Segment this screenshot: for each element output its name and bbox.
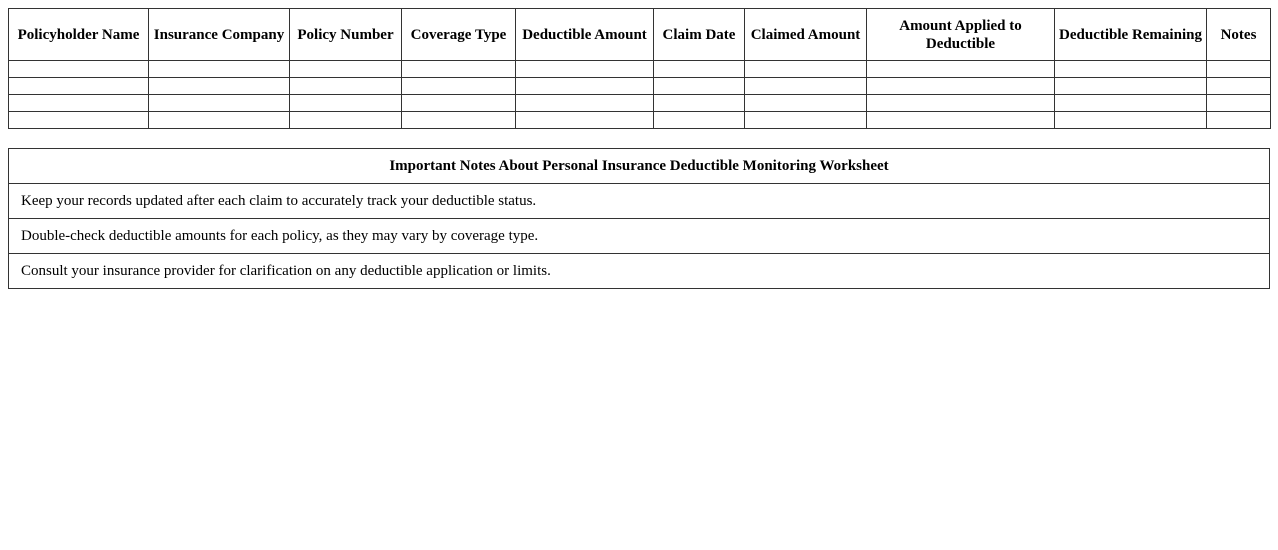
table-cell[interactable] xyxy=(745,112,867,129)
table-cell[interactable] xyxy=(9,112,149,129)
table-row xyxy=(9,61,1271,78)
table-cell[interactable] xyxy=(654,95,745,112)
column-header-amount-applied-to-deductible: Amount Applied to Deductible xyxy=(867,9,1055,61)
column-header-claim-date: Claim Date xyxy=(654,9,745,61)
notes-title-row xyxy=(9,149,1270,184)
note-item: Double-check deductible amounts for each policy, as they may vary by coverage type. xyxy=(9,219,1270,254)
column-header-deductible-remaining: Deductible Remaining xyxy=(1055,9,1207,61)
table-cell[interactable] xyxy=(1055,61,1207,78)
column-header-claimed-amount: Claimed Amount xyxy=(745,9,867,61)
table-cell[interactable] xyxy=(290,112,402,129)
column-header-insurance-company: Insurance Company xyxy=(149,9,290,61)
table-cell[interactable] xyxy=(149,61,290,78)
table-cell[interactable] xyxy=(516,78,654,95)
table-cell[interactable] xyxy=(149,78,290,95)
note-row xyxy=(9,184,1270,219)
important-notes-table xyxy=(8,148,1270,289)
table-cell[interactable] xyxy=(9,61,149,78)
table-cell[interactable] xyxy=(654,61,745,78)
table-cell[interactable] xyxy=(290,61,402,78)
column-header-policyholder-name: Policyholder Name xyxy=(9,9,149,61)
table-cell[interactable] xyxy=(867,95,1055,112)
table-cell[interactable] xyxy=(516,112,654,129)
column-header-deductible-amount: Deductible Amount xyxy=(516,9,654,61)
table-cell[interactable] xyxy=(1055,78,1207,95)
table-cell[interactable] xyxy=(745,78,867,95)
table-cell[interactable] xyxy=(654,112,745,129)
table-cell[interactable] xyxy=(290,78,402,95)
table-cell[interactable] xyxy=(9,78,149,95)
table-cell[interactable] xyxy=(149,95,290,112)
note-item: Keep your records updated after each claim to accurately track your deductible status. xyxy=(9,184,1270,219)
table-cell[interactable] xyxy=(1207,78,1271,95)
table-cell[interactable] xyxy=(402,78,516,95)
table-cell[interactable] xyxy=(654,78,745,95)
table-row xyxy=(9,112,1271,129)
deductible-worksheet-table xyxy=(8,8,1271,129)
table-cell[interactable] xyxy=(1207,112,1271,129)
note-row xyxy=(9,219,1270,254)
table-row xyxy=(9,78,1271,95)
column-header-notes: Notes xyxy=(1207,9,1271,61)
table-cell[interactable] xyxy=(9,95,149,112)
table-header-row xyxy=(9,9,1271,61)
note-item: Consult your insurance provider for clarification on any deductible application or limits. xyxy=(9,254,1270,289)
table-cell[interactable] xyxy=(867,61,1055,78)
table-cell[interactable] xyxy=(867,78,1055,95)
column-header-policy-number: Policy Number xyxy=(290,9,402,61)
table-cell[interactable] xyxy=(867,112,1055,129)
table-cell[interactable] xyxy=(1207,61,1271,78)
table-cell[interactable] xyxy=(1055,95,1207,112)
table-cell[interactable] xyxy=(516,95,654,112)
table-cell[interactable] xyxy=(149,112,290,129)
table-cell[interactable] xyxy=(402,112,516,129)
table-cell[interactable] xyxy=(1207,95,1271,112)
notes-title: Important Notes About Personal Insurance Deductible Monitoring Worksheet xyxy=(9,149,1270,184)
table-cell[interactable] xyxy=(402,61,516,78)
table-cell[interactable] xyxy=(516,61,654,78)
note-row xyxy=(9,254,1270,289)
table-cell[interactable] xyxy=(1055,112,1207,129)
column-header-coverage-type: Coverage Type xyxy=(402,9,516,61)
table-cell[interactable] xyxy=(402,95,516,112)
table-cell[interactable] xyxy=(745,95,867,112)
table-row xyxy=(9,95,1271,112)
table-cell[interactable] xyxy=(290,95,402,112)
table-cell[interactable] xyxy=(745,61,867,78)
